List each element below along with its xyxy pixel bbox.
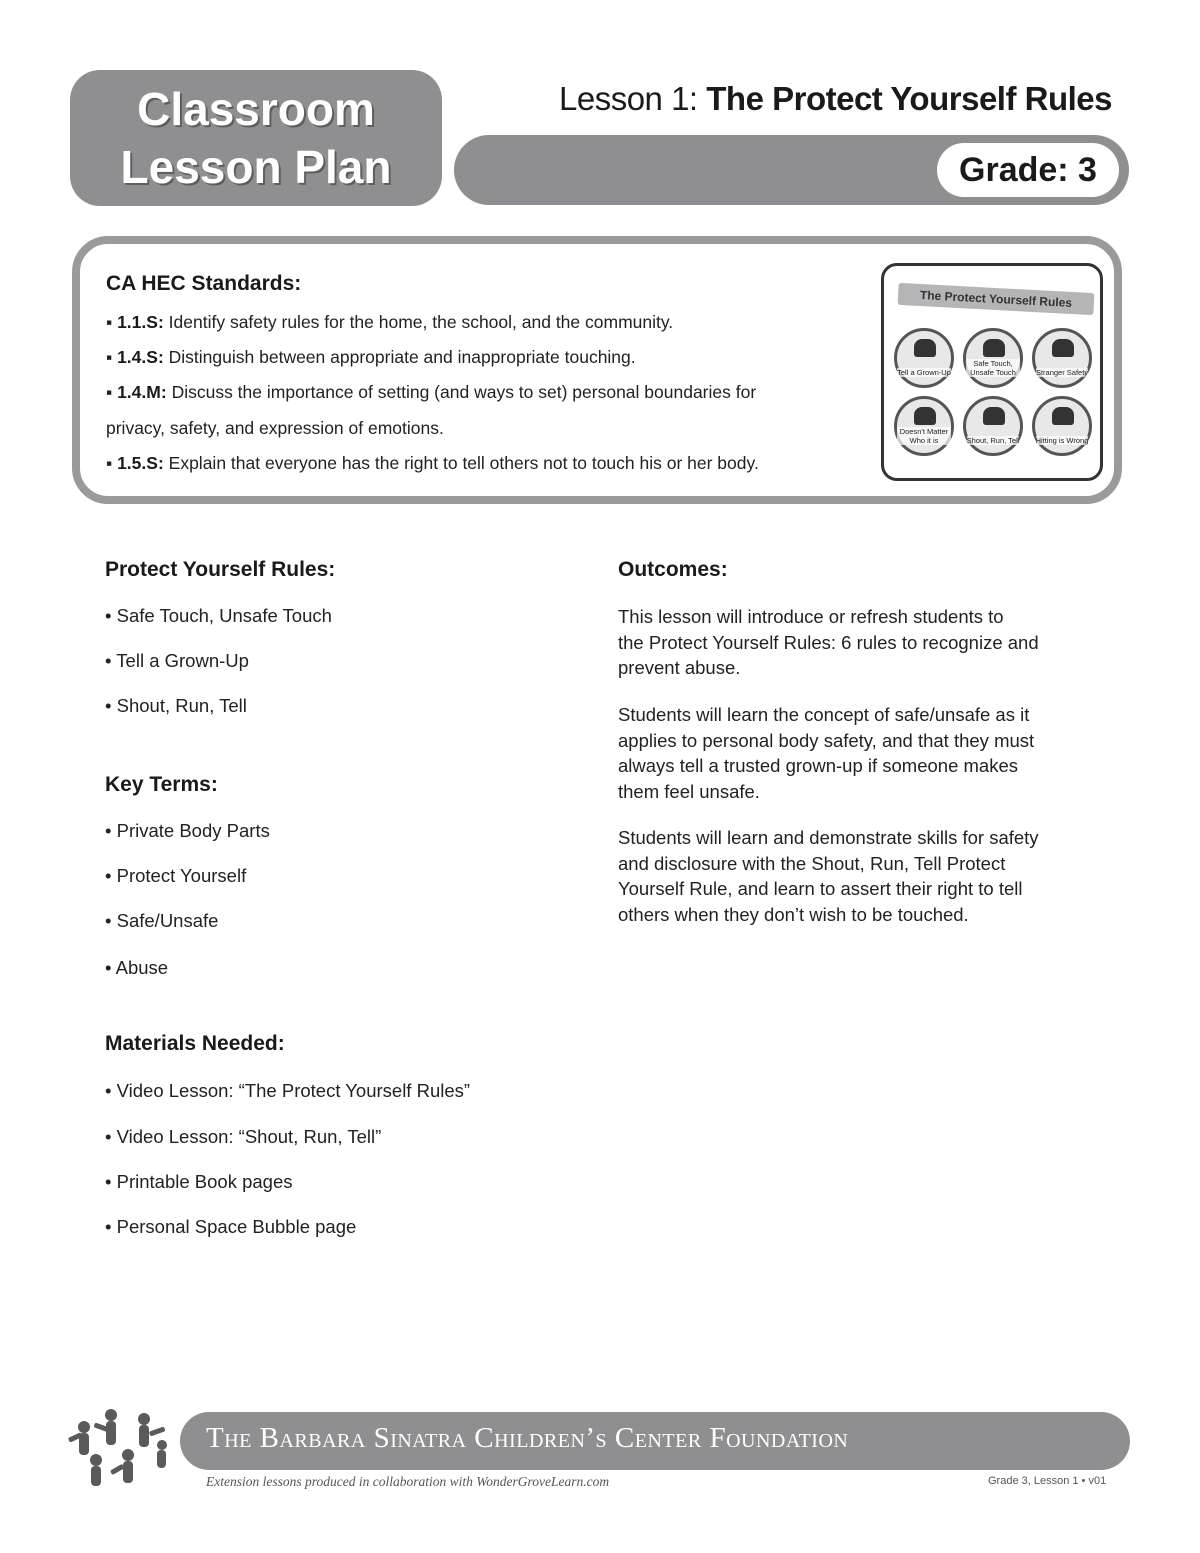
standards-heading: CA HEC Standards: xyxy=(106,272,302,295)
materials-heading: Materials Needed: xyxy=(105,1032,285,1055)
footer-bar xyxy=(180,1412,1130,1470)
list-item: • Protect Yourself xyxy=(105,865,247,886)
version-label: Grade 3, Lesson 1 • v01 xyxy=(988,1475,1107,1487)
lesson-prefix: Lesson 1: xyxy=(558,80,698,117)
standard-item: ▪ 1.1.S: Identify safety rules for the home, the school, and the community. xyxy=(106,312,674,332)
rules-heading: Protect Yourself Rules: xyxy=(105,558,336,581)
poster-rule-shout-run-tell: Shout, Run, Tell xyxy=(963,396,1023,456)
poster-rule-doesnt-matter: Doesn't Matter Who it is xyxy=(894,396,954,456)
org-name: The Barbara Sinatra Children’s Center Foundation xyxy=(206,1422,849,1454)
list-item: • Tell a Grown-Up xyxy=(105,650,249,671)
standard-item: ▪ 1.5.S: Explain that everyone has the right to tell others not to touch his or her body. xyxy=(106,453,759,473)
standard-item-continuation: privacy, safety, and expression of emotions. xyxy=(106,418,444,438)
standard-item: ▪ 1.4.S: Distinguish between appropriate and inappropriate touching. xyxy=(106,347,636,367)
lesson-title xyxy=(559,80,1112,118)
list-item: • Safe/Unsafe xyxy=(105,910,219,931)
list-item: • Video Lesson: “Shout, Run, Tell” xyxy=(105,1126,382,1147)
title-box xyxy=(70,70,442,206)
poster-rule-tell-grown-up: Tell a Grown-Up xyxy=(894,328,954,388)
poster-rule-hitting-wrong: Hitting is Wrong xyxy=(1032,396,1092,456)
list-item: • Private Body Parts xyxy=(105,820,270,841)
list-item: • Safe Touch, Unsafe Touch xyxy=(105,605,332,626)
protect-yourself-rules-poster xyxy=(881,263,1103,481)
foundation-logo-icon xyxy=(66,1405,176,1490)
standard-item: ▪ 1.4.M: Discuss the importance of setting (and ways to set) personal boundaries for xyxy=(106,382,757,402)
list-item: • Personal Space Bubble page xyxy=(105,1216,357,1237)
outcomes-heading: Outcomes: xyxy=(618,558,728,581)
list-item: • Video Lesson: “The Protect Yourself Rules” xyxy=(105,1080,471,1101)
outcome-paragraph: Students will learn the concept of safe/unsafe as it applies to personal body safety, and that they must always tell a trusted grown-up if someone makes them feel unsafe. xyxy=(618,704,1035,802)
list-item: • Abuse xyxy=(105,957,169,978)
poster-rule-stranger-safety: Stranger Safety xyxy=(1032,328,1092,388)
title-line-1: Classroom xyxy=(137,83,375,135)
poster-title: The Protect Yourself Rules xyxy=(898,283,1095,315)
title-line-2: Lesson Plan xyxy=(120,141,392,193)
outcome-paragraph: Students will learn and demonstrate skills for safety and disclosure with the Shout, Run, Tell Protect Yourself Rule, and learn to assert their right to tell others when they don’t wish to be touched. xyxy=(618,827,1039,925)
list-item: • Printable Book pages xyxy=(105,1171,293,1192)
poster-rule-safe-touch: Safe Touch, Unsafe Touch xyxy=(963,328,1023,388)
list-item: • Shout, Run, Tell xyxy=(105,695,247,716)
key-terms-heading: Key Terms: xyxy=(105,773,218,796)
lesson-name: The Protect Yourself Rules xyxy=(706,80,1112,117)
outcome-paragraph: This lesson will introduce or refresh students to the Protect Yourself Rules: 6 rules to recognize and prevent abuse. xyxy=(618,606,1039,678)
grade-label: Grade: 3 xyxy=(937,143,1119,197)
grade-bar xyxy=(454,135,1129,205)
credit-line: Extension lessons produced in collaboration with WonderGroveLearn.com xyxy=(206,1474,610,1489)
